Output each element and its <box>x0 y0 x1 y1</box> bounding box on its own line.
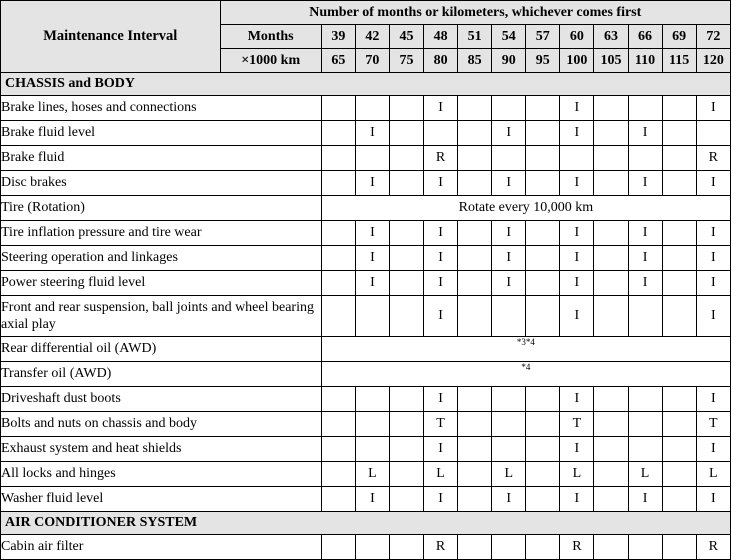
schedule-cell: I <box>560 271 594 296</box>
km-header-cell: 120 <box>696 49 730 73</box>
row-label: Power steering fluid level <box>1 271 322 296</box>
schedule-cell: I <box>696 387 730 412</box>
schedule-cell <box>594 387 628 412</box>
schedule-cell <box>526 121 560 146</box>
row-label: Steering operation and linkages <box>1 246 322 271</box>
schedule-cell: I <box>492 487 526 512</box>
schedule-cell: L <box>560 462 594 487</box>
schedule-cell: I <box>492 221 526 246</box>
schedule-cell <box>526 387 560 412</box>
schedule-cell <box>492 96 526 121</box>
schedule-cell <box>389 271 423 296</box>
schedule-cell <box>662 96 696 121</box>
schedule-cell: L <box>492 462 526 487</box>
schedule-cell <box>492 535 526 560</box>
schedule-cell <box>526 487 560 512</box>
schedule-cell <box>492 146 526 171</box>
table-row <box>1 296 731 337</box>
schedule-cell: I <box>424 296 458 337</box>
km-header-cell: 115 <box>662 49 696 73</box>
month-header-cell: 45 <box>389 25 423 49</box>
schedule-cell <box>321 535 355 560</box>
schedule-cell: R <box>424 146 458 171</box>
schedule-cell <box>594 412 628 437</box>
table-row <box>1 362 731 387</box>
schedule-cell: I <box>492 121 526 146</box>
section-row-aircon <box>1 512 731 535</box>
schedule-cell <box>458 412 492 437</box>
schedule-cell <box>628 146 662 171</box>
km-label: ×1000 km <box>220 49 321 73</box>
month-header-cell: 42 <box>355 25 389 49</box>
schedule-cell <box>458 462 492 487</box>
row-label: Exhaust system and heat shields <box>1 437 322 462</box>
schedule-cell <box>526 296 560 337</box>
schedule-cell: I <box>696 487 730 512</box>
schedule-cell <box>355 387 389 412</box>
schedule-cell <box>662 535 696 560</box>
schedule-cell <box>594 462 628 487</box>
schedule-cell: I <box>492 271 526 296</box>
schedule-cell <box>526 412 560 437</box>
schedule-cell: T <box>424 412 458 437</box>
schedule-cell <box>594 487 628 512</box>
row-label: Cabin air filter <box>1 535 322 560</box>
table-row <box>1 437 731 462</box>
month-header-cell: 51 <box>458 25 492 49</box>
row-label: Brake lines, hoses and connections <box>1 96 322 121</box>
schedule-cell <box>321 246 355 271</box>
table-row <box>1 535 731 560</box>
schedule-cell <box>594 221 628 246</box>
schedule-cell <box>321 462 355 487</box>
schedule-cell <box>526 146 560 171</box>
row-label: Transfer oil (AWD) <box>1 362 322 387</box>
schedule-cell <box>594 271 628 296</box>
row-label: Tire (Rotation) <box>1 196 322 221</box>
km-header-cell: 65 <box>321 49 355 73</box>
footnote-ref: *3*4 <box>321 337 730 362</box>
schedule-cell: I <box>424 221 458 246</box>
schedule-cell <box>662 412 696 437</box>
schedule-cell: I <box>424 387 458 412</box>
schedule-cell <box>662 171 696 196</box>
schedule-cell <box>389 246 423 271</box>
schedule-cell <box>628 296 662 337</box>
schedule-cell: T <box>696 412 730 437</box>
schedule-cell: L <box>628 462 662 487</box>
km-header-cell: 105 <box>594 49 628 73</box>
row-label: All locks and hinges <box>1 462 322 487</box>
schedule-cell <box>628 437 662 462</box>
schedule-cell <box>628 387 662 412</box>
schedule-cell: I <box>355 246 389 271</box>
schedule-cell: I <box>560 121 594 146</box>
schedule-cell <box>321 96 355 121</box>
schedule-cell: I <box>696 96 730 121</box>
interval-caption: Number of months or kilometers, whichever comes first <box>220 1 730 25</box>
schedule-cell <box>662 487 696 512</box>
schedule-cell <box>355 437 389 462</box>
schedule-cell: I <box>696 246 730 271</box>
schedule-cell: L <box>696 462 730 487</box>
km-header-cell: 75 <box>389 49 423 73</box>
schedule-cell <box>321 412 355 437</box>
schedule-cell: I <box>628 246 662 271</box>
table-row <box>1 221 731 246</box>
schedule-cell: I <box>560 296 594 337</box>
row-label: Brake fluid <box>1 146 322 171</box>
schedule-cell <box>321 296 355 337</box>
row-label: Washer fluid level <box>1 487 322 512</box>
schedule-cell: I <box>424 437 458 462</box>
schedule-cell: I <box>355 221 389 246</box>
schedule-cell <box>696 121 730 146</box>
schedule-cell <box>321 171 355 196</box>
schedule-cell <box>594 437 628 462</box>
schedule-cell: I <box>492 246 526 271</box>
schedule-cell <box>389 146 423 171</box>
schedule-cell: I <box>424 271 458 296</box>
schedule-cell <box>662 462 696 487</box>
table-body <box>1 73 731 560</box>
schedule-cell <box>389 96 423 121</box>
month-header-cell: 57 <box>526 25 560 49</box>
schedule-cell <box>492 387 526 412</box>
schedule-cell <box>355 296 389 337</box>
schedule-cell <box>594 96 628 121</box>
km-header-cell: 85 <box>458 49 492 73</box>
month-header-cell: 48 <box>424 25 458 49</box>
schedule-cell: I <box>560 171 594 196</box>
schedule-cell <box>389 535 423 560</box>
month-header-cell: 54 <box>492 25 526 49</box>
table-row <box>1 171 731 196</box>
table-row <box>1 271 731 296</box>
schedule-cell <box>458 121 492 146</box>
schedule-cell: I <box>560 437 594 462</box>
schedule-cell: I <box>696 271 730 296</box>
km-header-cell: 70 <box>355 49 389 73</box>
schedule-cell <box>389 171 423 196</box>
schedule-cell <box>389 412 423 437</box>
month-header-cell: 69 <box>662 25 696 49</box>
schedule-cell <box>526 246 560 271</box>
schedule-cell <box>662 121 696 146</box>
schedule-cell: I <box>355 171 389 196</box>
schedule-cell <box>355 535 389 560</box>
rotation-note: Rotate every 10,000 km <box>321 196 730 221</box>
schedule-cell <box>594 296 628 337</box>
schedule-cell: I <box>424 96 458 121</box>
schedule-cell <box>662 437 696 462</box>
schedule-cell <box>424 121 458 146</box>
schedule-cell <box>594 246 628 271</box>
schedule-cell <box>355 412 389 437</box>
row-label: Rear differential oil (AWD) <box>1 337 322 362</box>
schedule-cell <box>458 271 492 296</box>
schedule-cell <box>662 296 696 337</box>
table-row <box>1 487 731 512</box>
maintenance-interval-header: Maintenance Interval <box>1 1 221 73</box>
schedule-cell <box>389 121 423 146</box>
schedule-cell <box>458 535 492 560</box>
schedule-cell: I <box>560 221 594 246</box>
schedule-cell <box>662 271 696 296</box>
table-header <box>1 1 731 73</box>
schedule-cell: I <box>355 271 389 296</box>
schedule-cell <box>321 121 355 146</box>
row-label: Brake fluid level <box>1 121 322 146</box>
month-header-cell: 63 <box>594 25 628 49</box>
schedule-cell <box>321 487 355 512</box>
schedule-cell <box>389 387 423 412</box>
schedule-cell: I <box>560 487 594 512</box>
schedule-cell <box>526 437 560 462</box>
schedule-cell <box>389 437 423 462</box>
schedule-cell <box>458 96 492 121</box>
schedule-cell: L <box>355 462 389 487</box>
schedule-cell <box>389 221 423 246</box>
schedule-cell <box>458 437 492 462</box>
schedule-cell <box>321 271 355 296</box>
schedule-cell <box>458 387 492 412</box>
km-header-cell: 95 <box>526 49 560 73</box>
schedule-cell <box>526 535 560 560</box>
schedule-cell <box>321 146 355 171</box>
schedule-cell <box>628 535 662 560</box>
schedule-cell <box>662 221 696 246</box>
schedule-cell: I <box>628 271 662 296</box>
months-label: Months <box>220 25 321 49</box>
schedule-cell <box>594 121 628 146</box>
schedule-cell <box>628 96 662 121</box>
schedule-cell <box>389 296 423 337</box>
schedule-cell: I <box>424 246 458 271</box>
row-label: Bolts and nuts on chassis and body <box>1 412 322 437</box>
row-label: Disc brakes <box>1 171 322 196</box>
schedule-cell <box>321 221 355 246</box>
schedule-cell <box>492 437 526 462</box>
schedule-cell: I <box>696 221 730 246</box>
schedule-cell <box>355 96 389 121</box>
schedule-cell <box>594 535 628 560</box>
schedule-cell <box>492 412 526 437</box>
schedule-cell: I <box>696 171 730 196</box>
section-title: AIR CONDITIONER SYSTEM <box>1 512 731 535</box>
schedule-cell <box>662 146 696 171</box>
schedule-cell: I <box>560 246 594 271</box>
table-row <box>1 96 731 121</box>
table-row <box>1 337 731 362</box>
schedule-cell: I <box>560 96 594 121</box>
row-label: Driveshaft dust boots <box>1 387 322 412</box>
row-label: Tire inflation pressure and tire wear <box>1 221 322 246</box>
schedule-cell: I <box>628 171 662 196</box>
schedule-cell: R <box>424 535 458 560</box>
schedule-cell <box>526 171 560 196</box>
schedule-cell <box>321 437 355 462</box>
table-row <box>1 121 731 146</box>
schedule-cell: I <box>696 296 730 337</box>
month-header-cell: 66 <box>628 25 662 49</box>
schedule-cell: I <box>628 121 662 146</box>
schedule-cell <box>662 246 696 271</box>
schedule-cell <box>458 296 492 337</box>
km-header-cell: 90 <box>492 49 526 73</box>
schedule-cell <box>526 462 560 487</box>
table-row <box>1 246 731 271</box>
schedule-cell <box>628 412 662 437</box>
schedule-cell <box>662 387 696 412</box>
schedule-cell <box>594 171 628 196</box>
footnote-ref: *4 <box>321 362 730 387</box>
schedule-cell <box>458 246 492 271</box>
schedule-cell: I <box>424 171 458 196</box>
schedule-cell <box>389 487 423 512</box>
schedule-cell: I <box>424 487 458 512</box>
km-header-cell: 100 <box>560 49 594 73</box>
section-title: CHASSIS and BODY <box>1 73 731 96</box>
table-row <box>1 462 731 487</box>
table-row <box>1 387 731 412</box>
month-header-cell: 72 <box>696 25 730 49</box>
schedule-cell <box>526 221 560 246</box>
schedule-cell <box>526 96 560 121</box>
schedule-cell: I <box>628 487 662 512</box>
schedule-cell: R <box>696 146 730 171</box>
month-header-cell: 60 <box>560 25 594 49</box>
table-row <box>1 196 731 221</box>
schedule-cell: I <box>696 437 730 462</box>
schedule-cell <box>492 296 526 337</box>
km-header-cell: 80 <box>424 49 458 73</box>
schedule-cell <box>594 146 628 171</box>
schedule-cell <box>458 171 492 196</box>
schedule-cell <box>526 271 560 296</box>
schedule-cell <box>355 146 389 171</box>
schedule-cell: R <box>696 535 730 560</box>
table-row <box>1 146 731 171</box>
schedule-cell: I <box>492 171 526 196</box>
schedule-cell <box>321 387 355 412</box>
table-row <box>1 412 731 437</box>
km-header-cell: 110 <box>628 49 662 73</box>
schedule-cell <box>458 221 492 246</box>
schedule-cell <box>458 146 492 171</box>
schedule-cell: I <box>560 387 594 412</box>
schedule-cell <box>560 146 594 171</box>
section-row-chassis <box>1 73 731 96</box>
schedule-cell: I <box>355 121 389 146</box>
row-label: Front and rear suspension, ball joints and wheel bearing axial play <box>1 296 322 337</box>
schedule-cell: I <box>628 221 662 246</box>
month-header-cell: 39 <box>321 25 355 49</box>
schedule-cell <box>389 462 423 487</box>
schedule-cell: I <box>355 487 389 512</box>
schedule-cell: T <box>560 412 594 437</box>
schedule-cell: L <box>424 462 458 487</box>
schedule-cell <box>458 487 492 512</box>
schedule-cell: R <box>560 535 594 560</box>
